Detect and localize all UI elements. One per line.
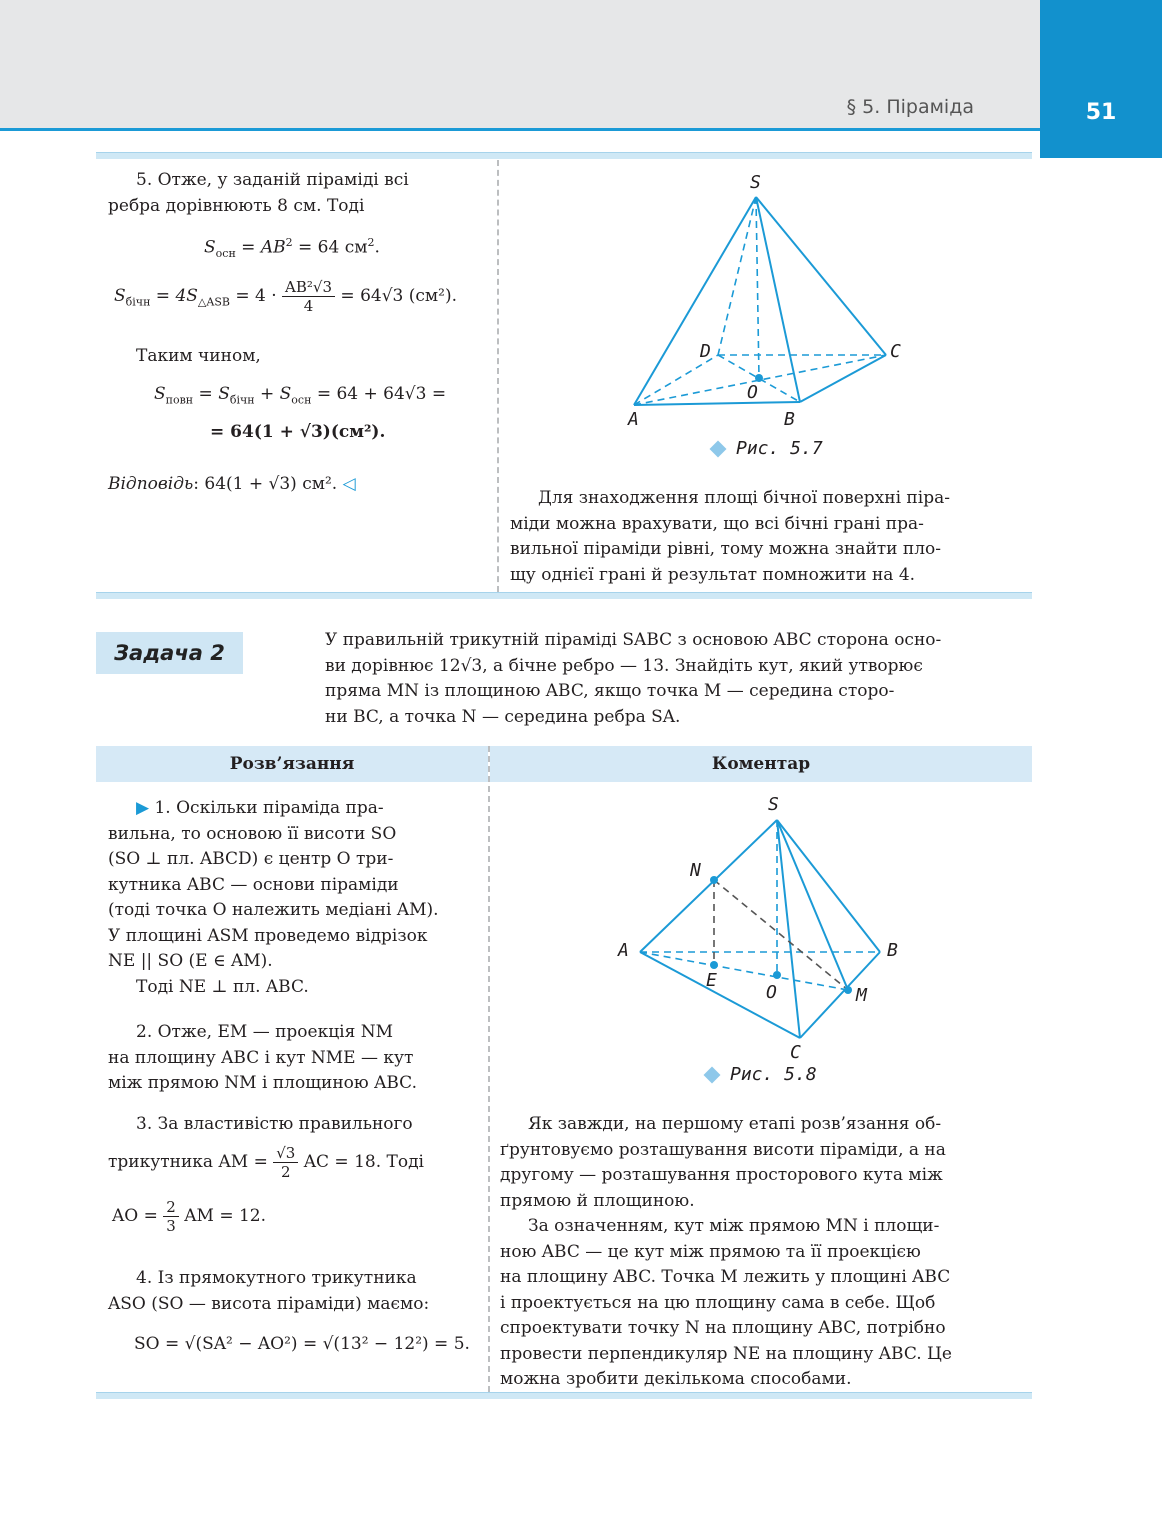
label-a: A — [618, 940, 629, 961]
thus-text: Таким чином, — [136, 346, 261, 366]
point-e — [710, 961, 718, 969]
edge-ab — [634, 402, 800, 405]
label-m: M — [856, 985, 867, 1006]
fraction: $\frac{2}{3}$ — [163, 1198, 179, 1235]
solution-step-4: 4. Із прямокутного трикутника ASO (SO — висота піраміди) маємо: — [108, 1268, 430, 1314]
label-s: S — [750, 172, 761, 193]
formula-total-area-1: $S_{повн} = S_{бічн} + S_{осн} = 64 + 64√3$ = — [154, 384, 447, 407]
task-2-label: Задача 2 — [96, 632, 243, 674]
label-a: A — [628, 409, 639, 430]
median-am — [640, 952, 848, 990]
diamond-icon — [704, 1067, 721, 1084]
solution-step-3: 3. За властивістю правильного — [136, 1114, 413, 1134]
edge-sc — [756, 197, 886, 355]
end-marker-icon: ◁ — [342, 474, 356, 494]
segment-nm — [714, 880, 848, 990]
section-title: § 5. Піраміда — [846, 96, 974, 118]
label-b: B — [887, 940, 898, 961]
label-o: O — [747, 382, 758, 403]
label-e: E — [706, 970, 717, 991]
edge-bc — [800, 952, 880, 1038]
figure-5-7 — [600, 165, 930, 435]
table-header-comment: Коментар — [490, 746, 1032, 782]
comment-1: Для знаходження площі бічної поверхні піра- міди можна врахувати, що всі бічні грані пра- вильної піраміди рівні, тому можна знайти пло- щу однієї грані й результат помножити на 4. — [510, 488, 950, 585]
point-n — [710, 876, 718, 884]
fraction: $\frac{√3}{2}$ — [273, 1144, 298, 1181]
edge-sb — [777, 820, 880, 952]
top-band — [96, 152, 1032, 159]
table-bottom-band — [96, 1392, 1032, 1399]
formula-base-area: $S_{осн} = AB^2 = 64$ $см^2$. — [204, 236, 380, 261]
page-number: 51 — [1040, 0, 1162, 158]
answer: Відповідь: 64(1 + √3) см². ◁ — [108, 474, 356, 494]
label-d: D — [700, 341, 711, 362]
play-icon: ▶ — [136, 798, 150, 818]
label-b: B — [784, 409, 795, 430]
edge-sa — [634, 197, 756, 405]
edge-sd — [718, 197, 756, 355]
point-o — [773, 971, 781, 979]
label-s: S — [768, 794, 779, 815]
edge-sa — [640, 820, 777, 952]
table-header-solution: Розв’язання — [96, 746, 488, 782]
label-c: C — [890, 341, 901, 362]
fraction: $\frac{\text{AB²√3}}{4}$ — [282, 278, 335, 315]
figure-5-8-caption: Рис. 5.8 — [706, 1064, 817, 1085]
solution-step-3-formula: трикутника AM = $\frac{√3}{2}$ AC = 18. Тоді — [108, 1144, 424, 1181]
formula-lateral-area: $S_{бічн} = 4S_{\triangle ASB} = 4$ · $\frac{\text{AB²√3}}{4}$ = 64√3 (см²). — [114, 278, 457, 315]
point-m — [844, 986, 852, 994]
table-divider — [488, 746, 490, 1392]
point-o — [755, 374, 763, 382]
solution-step-3-ao: AO = $\frac{2}{3}$ AM = 12. — [112, 1198, 267, 1235]
solution-step-2: 2. Отже, EM — проекція NM на площину ABC і кут NME — кут між прямою NM і площиною ABC. — [108, 1022, 417, 1093]
edge-sc — [777, 820, 800, 1038]
diamond-icon — [710, 441, 727, 458]
solution-step-4-formula: SO = √(SA² − AO²) = √(13² − 12²) = 5. — [134, 1334, 470, 1354]
label-o: O — [766, 982, 777, 1003]
height-so — [756, 197, 759, 378]
edge-ad — [634, 355, 718, 405]
task-2-statement: У правильній трикутній піраміді SABC з основою ABC сторона осно- ви дорівнює 12√3, а бічне ребро — 13. Знайдіть кут, який утворює пряма MN із площиною ABC, якщо точка M — середина сторо- ни BC, а точка N — середина ребра SA. — [325, 630, 942, 727]
figure-5-8 — [610, 790, 910, 1065]
bottom-band — [96, 592, 1032, 599]
label-c: C — [790, 1042, 801, 1063]
edge-bc — [800, 355, 886, 402]
median-sm — [777, 820, 848, 990]
label-n: N — [690, 860, 701, 881]
comment-2: Як завжди, на першому етапі розв’язання об- ґрунтовуємо розташування висоти піраміди, а на другому — розташування просторового кута між прямою й площиною. За означенням, кут між прямою MN і площи- ною ABC — це кут між прямою та її проекцією на площину ABC. Точка M лежить у площині ABC і проектується на цю площину сама в себе. Щоб спроектувати точку N на площину ABC, потрібно провести перпендикуляр NE на площину ABC. Це можна зробити декількома способами. — [500, 1114, 952, 1389]
step-5-text: 5. Отже, у заданій піраміді всі ребра дорівнюють 8 см. Тоді — [108, 170, 409, 216]
solution-step-1: ▶ 1. Оскільки піраміда пра- вильна, то основою її висоти SO (SO ⊥ пл. ABCD) є центр O три- кутника ABC — основи піраміди (тоді точка O належить медіані AM). У площині ASM проведемо відрізок NE || SO (E ∈ AM). Тоді NE ⊥ пл. ABC. — [108, 798, 439, 997]
edge-sb — [756, 197, 800, 402]
column-divider — [497, 160, 499, 592]
figure-5-7-caption: Рис. 5.7 — [712, 438, 823, 459]
formula-total-area-2: = 64(1 + √3)(см²). — [210, 422, 386, 442]
